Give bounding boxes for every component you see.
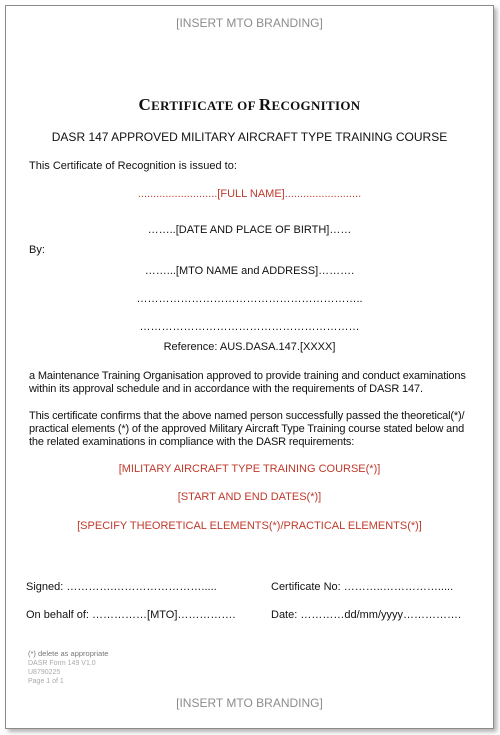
- form-code: U8790225: [28, 669, 61, 676]
- confirmation-paragraph: This certificate confirms that the above named person successfully passed the theoretical(*)/ practical elements (*) of the approved Military Aircraft Type Training course stated below and the related examinations in compliance with the DASR requirements:: [29, 410, 465, 448]
- bottom-branding-placeholder: [INSERT MTO BRANDING]: [176, 696, 323, 710]
- certificate-subtitle: DASR 147 APPROVED MILITARY AIRCRAFT TYPE TRAINING COURSE: [51, 130, 448, 144]
- certificate-number-field: Certificate No: ………..…………….....: [271, 581, 454, 593]
- date-field: Date: …………dd/mm/yyyy…………….: [271, 609, 462, 621]
- title-smallcaps-2: ECOGNITION: [271, 98, 361, 113]
- signed-field: Signed: ………….…………………….....: [26, 581, 217, 593]
- elements-placeholder: [SPECIFY THEORETICAL ELEMENTS(*)/PRACTICAL ELEMENTS(*)]: [77, 520, 422, 532]
- title-cap-r: R: [258, 95, 272, 114]
- mto-approval-paragraph: a Maintenance Training Organisation approved to provide training and conduct examinations within its approval schedule and in accordance with the requirements of DASR 147.: [29, 370, 466, 395]
- on-behalf-of-field: On behalf of: ……………[MTO]…………….: [26, 609, 236, 621]
- dates-placeholder: [START AND END DATES(*)]: [177, 491, 322, 503]
- full-name-placeholder: ..........................[FULL NAME].........................: [137, 188, 362, 200]
- certificate-page: [5, 5, 494, 729]
- certificate-title: [6, 95, 493, 115]
- address-line-1: ……………………………………………………..: [136, 293, 363, 305]
- course-placeholder: [MILITARY AIRCRAFT TYPE TRAINING COURSE(*)]: [118, 463, 381, 475]
- page-number: Page 1 of 1: [28, 678, 64, 685]
- top-branding-placeholder: [INSERT MTO BRANDING]: [176, 16, 323, 30]
- mto-name-placeholder: ……...[MTO NAME and ADDRESS]……….: [144, 265, 355, 277]
- address-line-2: ……………………………………………………: [139, 321, 360, 333]
- delete-note: (*) delete as appropriate: [28, 649, 109, 658]
- title-smallcaps-1: ERTIFICATE OF: [151, 98, 259, 113]
- issued-to-text: This Certificate of Recognition is issued to:: [29, 160, 237, 172]
- reference-number: Reference: AUS.DASA.147.[XXXX]: [163, 341, 336, 353]
- title-cap-c: C: [138, 95, 152, 114]
- dob-placeholder: ……..[DATE AND PLACE OF BIRTH]……: [147, 224, 352, 236]
- form-id: DASR Form 149 V1.0: [28, 660, 96, 667]
- by-label: By:: [29, 244, 45, 256]
